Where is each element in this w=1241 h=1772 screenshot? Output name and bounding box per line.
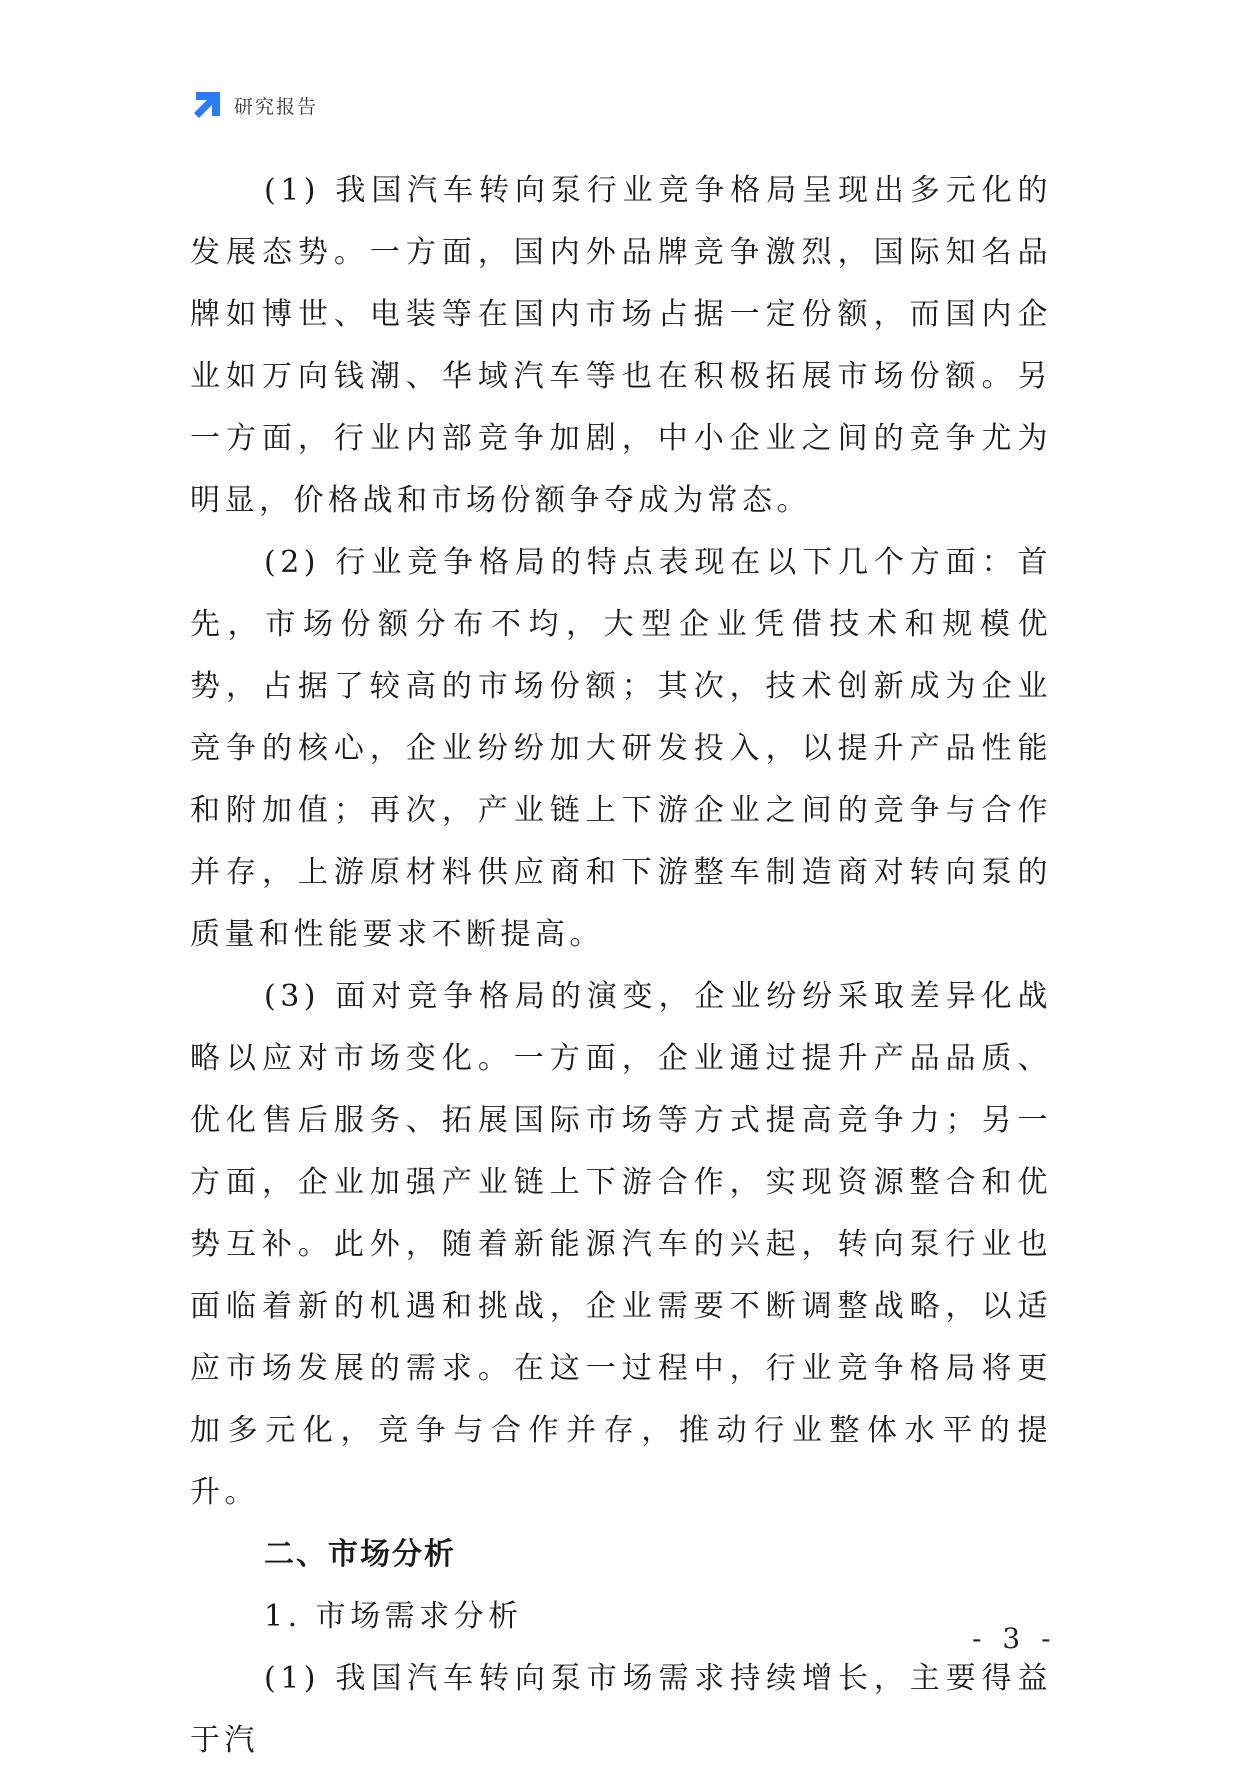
arrow-up-right-logo-icon (190, 88, 224, 122)
subsection-heading: 1. 市场需求分析 (264, 1599, 523, 1634)
document-body (190, 160, 1052, 1772)
section-heading: 二、市场分析 (264, 1537, 456, 1572)
header-title: 研究报告 (234, 95, 319, 118)
page-number: - 3 - (972, 1622, 1057, 1655)
paragraph-competition-pattern: (1) 我国汽车转向泵行业竞争格局呈现出多元化的发展态势。一方面，国内外品牌竞争激烈，国际知名品牌如博世、电装等在国内市场占据一定份额，而国内企业如万向钱潮、华域汽车等也在积极拓展市场份额。另一方面，行业内部竞争加剧，中小企业之间的竞争尤为明显，价格战和市场份额争夺成为常态。 (190, 173, 1052, 518)
paragraph-competition-strategy: (3) 面对竞争格局的演变，企业纷纷采取差异化战略以应对市场变化。一方面，企业通过提升产品品质、优化售后服务、拓展国际市场等方式提高竞争力；另一方面，企业加强产业链上下游合作，实现资源整合和优势互补。此外，随着新能源汽车的兴起，转向泵行业也面临着新的机遇和挑战，企业需要不断调整战略，以适应市场发展的需求。在这一过程中，行业竞争格局将更加多元化，竞争与合作并存，推动行业整体水平的提升。 (190, 979, 1052, 1510)
report-header (190, 88, 318, 122)
paragraph-competition-features: (2) 行业竞争格局的特点表现在以下几个方面：首先，市场份额分布不均，大型企业凭借技术和规模优势，占据了较高的市场份额；其次，技术创新成为企业竞争的核心，企业纷纷加大研发投入，以提升产品性能和附加值；再次，产业链上下游企业之间的竞争与合作并存，上游原材料供应商和下游整车制造商对转向泵的质量和性能要求不断提高。 (190, 545, 1052, 952)
paragraph-market-demand: (1) 我国汽车转向泵市场需求持续增长，主要得益于汽 (190, 1661, 1052, 1758)
